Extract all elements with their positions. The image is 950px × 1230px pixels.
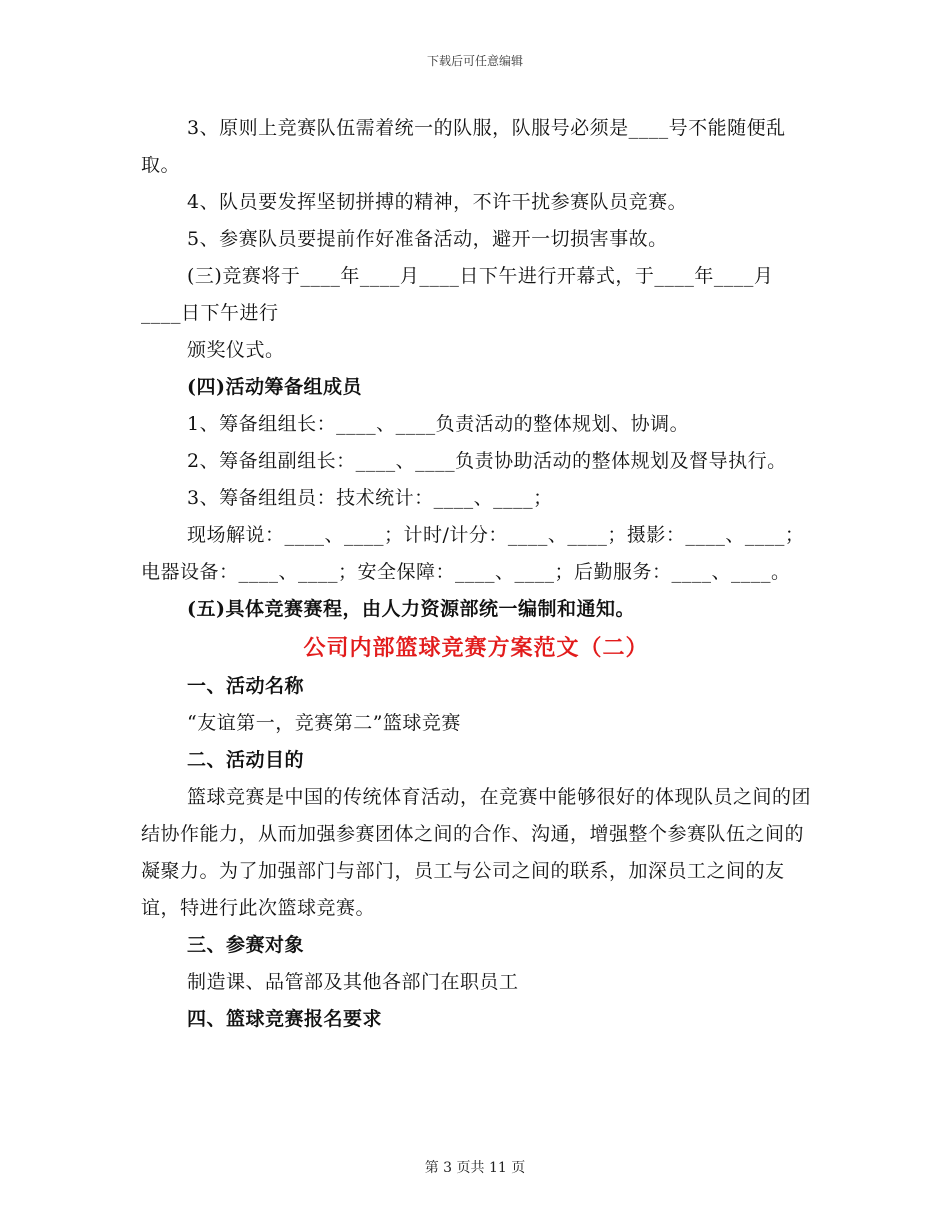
heading-activity-name: 一、活动名称	[187, 675, 305, 697]
section-title: 公司内部篮球竞赛方案范文（二）	[303, 635, 649, 661]
paragraph-deputy-leader: 2、筹备组副组长：____、____负责协助活动的整体规划及督导执行。	[187, 450, 787, 472]
heading-schedule-notice: (五)具体竞赛赛程，由人力资源部统一编制和通知。	[187, 598, 635, 620]
paragraph-participants: 制造课、品管部及其他各部门在职员工	[187, 971, 519, 993]
paragraph-activity-name: “友谊第一，竞赛第二”篮球竞赛	[187, 712, 461, 734]
paragraph-members: 3、筹备组组员：技术统计：____、____；	[187, 487, 553, 509]
page-header: 下载后可任意编辑	[426, 54, 523, 68]
paragraph-award-ceremony: 颁奖仪式。	[187, 339, 285, 361]
paragraph-roles: 现场解说：____、____；计时/计分：____、____；摄影：____、____；电器设备：____、____；安全保障：____、____；后勤服务：____、____。	[141, 524, 805, 583]
paragraph-leader: 1、筹备组组长：____、____负责活动的整体规划、协调。	[187, 413, 690, 435]
document-body	[141, 110, 811, 1038]
page-footer: 第 3 页共 11 页	[424, 1160, 526, 1176]
paragraph-rule-3: 3、原则上竞赛队伍需着统一的队服，队服号必须是____号不能随便乱取。	[141, 117, 786, 176]
heading-organizing-committee: (四)活动筹备组成员	[187, 376, 362, 398]
paragraph-activity-purpose: 篮球竞赛是中国的传统体育活动，在竞赛中能够很好的体现队员之间的团结协作能力，从而加强参赛团体之间的合作、沟通，增强整个参赛队伍之间的凝聚力。为了加强部门与部门，员工与公司之间的联系，加深员工之间的友谊，特进行此次篮球竞赛。	[141, 786, 812, 919]
heading-registration: 四、篮球竞赛报名要求	[187, 1008, 383, 1030]
paragraph-rule-4: 4、队员要发挥坚韧拼搏的精神，不许干扰参赛队员竞赛。	[187, 191, 688, 213]
heading-participants: 三、参赛对象	[187, 934, 305, 956]
heading-activity-purpose: 二、活动目的	[187, 749, 305, 771]
paragraph-schedule: (三)竞赛将于____年____月____日下午进行开幕式，于____年____月____日下午进行	[141, 265, 774, 324]
paragraph-rule-5: 5、参赛队员要提前作好准备活动，避开一切损害事故。	[187, 228, 668, 250]
